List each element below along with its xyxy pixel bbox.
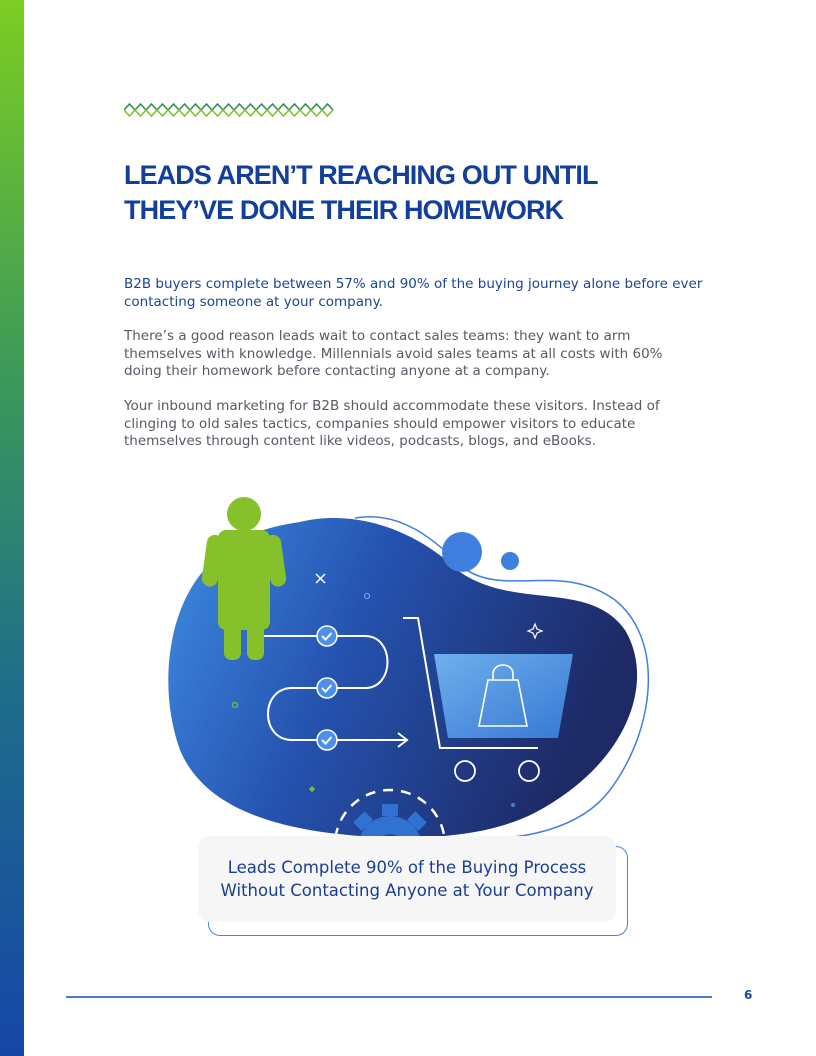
checkmark-icon (317, 730, 337, 750)
decorative-dot-large (442, 532, 482, 572)
decorative-dot-tiny (511, 803, 515, 807)
footer-divider (66, 996, 712, 998)
body-paragraph-1: There’s a good reason leads wait to contact sales teams: they want to arm themselves with knowledge. Millennials avoid sales teams at all costs with 60% doing their homework before contacting anyone at a company. (124, 328, 663, 379)
body-paragraph-2: Your inbound marketing for B2B should accommodate these visitors. Instead of clinging to old sales tactics, companies should empower visitors to educate themselves through content like videos, podcasts, blogs, and eBooks. (124, 398, 660, 449)
page-title (124, 158, 684, 228)
title-line-2: THEY’VE DONE THEIR HOMEWORK (124, 195, 564, 225)
intro-paragraph: B2B buyers complete between 57% and 90% of the buying journey alone before ever contacting someone at your company. (124, 276, 703, 310)
zigzag-decoration-icon (124, 100, 338, 120)
page-number: 6 (744, 988, 753, 1002)
caption-line-1: Leads Complete 90% of the Buying Process (227, 858, 587, 877)
title-line-1: LEADS AREN’T REACHING OUT UNTIL (124, 160, 598, 190)
buying-journey-illustration (160, 490, 660, 840)
side-gradient-bar (0, 0, 24, 1056)
checkmark-icon (317, 626, 337, 646)
checkmark-icon (317, 678, 337, 698)
caption-line-2: Without Contacting Anyone at Your Company (220, 881, 594, 900)
decorative-dot-small (501, 552, 519, 570)
caption-box (198, 836, 616, 922)
